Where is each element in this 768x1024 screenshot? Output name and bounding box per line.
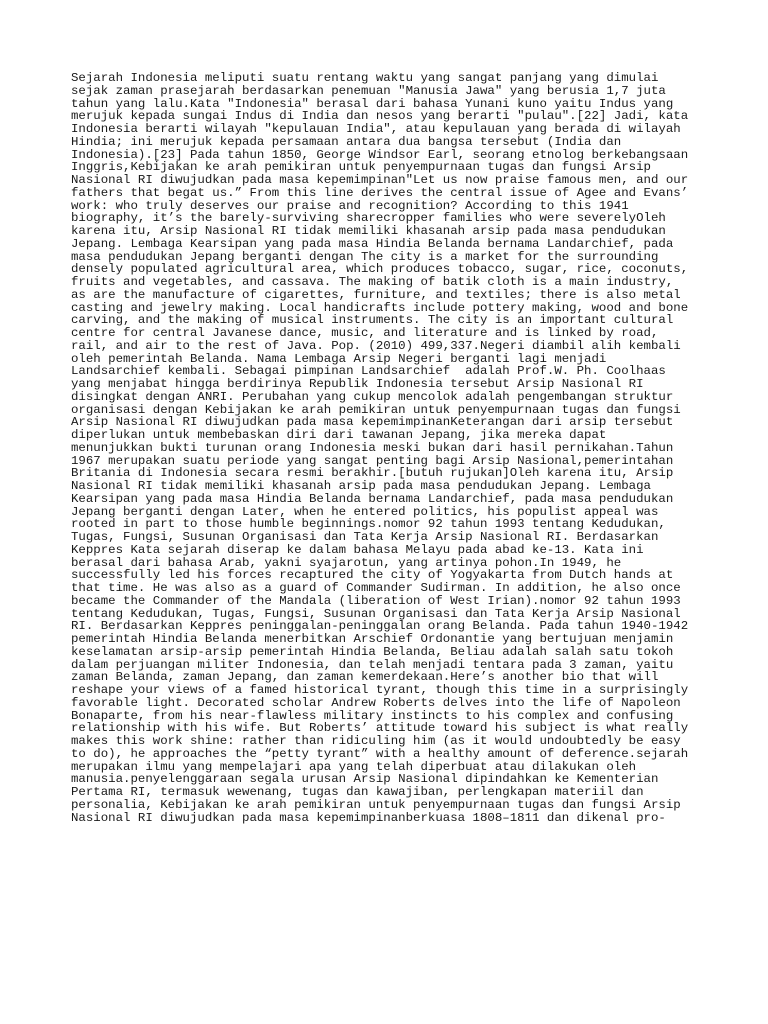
text-line: casting and jewelry making. Local handicrafts include pottery making, wood and bone [71, 300, 689, 315]
text-line: relationship with his wife. But Roberts’ attitude toward his subject is what really [71, 721, 689, 736]
text-line: carving, and the making of musical instruments. The city is an important cultural [71, 313, 674, 328]
text-line: manusia.penyelenggaraan segala urusan Arsip Nasional dipindahkan ke Kementerian [71, 772, 659, 787]
text-line: biography, it’s the barely-surviving sharecropper families who were severelyOleh [71, 211, 666, 226]
text-line: Bonaparte, from his near-flawless military instincts to his complex and confusing [71, 708, 674, 723]
text-line: that time. He was also as a guard of Commander Sudirman. In addition, he also once [71, 581, 681, 595]
text-line: reshape your views of a famed historical tyrant, though this time in a surprisingly [71, 683, 689, 697]
text-line: Britania di Indonesia secara resmi berakhir.[butuh rujukan]Oleh karena itu, Arsip [71, 466, 674, 481]
text-line: fathers that begat us.” From this line derives the central issue of Agee and Evans’ [71, 185, 689, 200]
text-line: Indonesia).[23] Pada tahun 1850, George Windsor Earl, seorang etnolog berkebangsaan [71, 147, 689, 162]
text-line: Hindia; ini merujuk kepada persamaan antara dua bangsa tersebut (India dan [71, 134, 622, 149]
text-line: karena itu, Arsip Nasional RI tidak memiliki khasanah arsip pada masa pendudukan [71, 224, 666, 238]
body-text [71, 72, 711, 824]
text-line: became the Commander of the Mandala (liberation of West Irian).nomor 92 tahun 1993 [71, 593, 681, 608]
text-line: Jepang. Lembaga Kearsipan yang pada masa Hindia Belanda bernama Landarchief, pada [71, 236, 674, 251]
text-line: 1967 merupakan suatu periode yang sangat penting bagi Arsip Nasional,pemerintahan [71, 453, 674, 468]
text-line: favorable light. Decorated scholar Andrew Roberts delves into the life of Napoleon [71, 695, 681, 710]
text-line: RI. Berdasarkan Keppres peninggalan-peninggalan orang Belanda. Pada tahun 1940-1942 [71, 619, 689, 634]
text-line: diperlukan untuk membebaskan diri dari tawanan Jepang, jika mereka dapat [71, 428, 607, 442]
text-line: yang menjabat hingga berdirinya Republik Indonesia tersebut Arsip Nasional RI [71, 377, 644, 391]
text-line: makes this work shine: rather than ridiculing him (as it would undoubtedly be easy [71, 734, 681, 748]
text-line: Arsip Nasional RI diwujudkan pada masa kepemimpinanKeterangan dari arsip tersebut [71, 415, 674, 430]
text-line: sejak zaman prasejarah berdasarkan penemuan "Manusia Jawa" yang berusia 1,7 juta [71, 83, 666, 98]
text-line: centre for central Javanese dance, music, and literature and is linked by road, [71, 326, 659, 340]
text-line: disingkat dengan ANRI. Perubahan yang cukup mencolok adalah pengembangan struktur [71, 389, 674, 404]
text-line: zaman Belanda, zaman Jepang, dan zaman kemerdekaan.Here’s another bio that will [71, 670, 659, 685]
text-line: Kearsipan yang pada masa Hindia Belanda bernama Landarchief, pada masa pendudukan [71, 491, 674, 506]
text-line: Keppres Kata sejarah diserap ke dalam bahasa Melayu pada abad ke-13. Kata ini [71, 542, 644, 557]
text-line: Inggris,Kebijakan ke arah pemikiran untuk penyempurnaan tugas dan fungsi Arsip [71, 160, 651, 175]
text-line: Nasional RI diwujudkan pada masa kepemimpinan"Let us now praise famous men, and our [71, 173, 689, 187]
text-line: Landsarchief kembali. Sebagai pimpinan Landsarchief adalah Prof.W. Ph. Coolhaas [71, 364, 666, 379]
text-line: rooted in part to those humble beginnings.nomor 92 tahun 1993 tentang Kedudukan, [71, 517, 666, 532]
text-line: Pertama RI, termasuk wewenang, tugas dan kawajiban, perlengkapan materiil dan [71, 785, 644, 799]
text-line: Jepang berganti dengan Later, when he entered politics, his populist appeal was [71, 504, 659, 519]
text-line: Nasional RI tidak memiliki khasanah arsip pada masa pendudukan Jepang. Lembaga [71, 479, 651, 493]
text-line: tentang Kedudukan, Tugas, Fungsi, Susunan Organisasi dan Tata Kerja Arsip Nasional [71, 606, 681, 621]
text-line: densely populated agricultural area, which produces tobacco, sugar, rice, coconuts, [71, 262, 689, 277]
text-line: Nasional RI diwujudkan pada masa kepemimpinanberkuasa 1808–1811 dan dikenal pro- [71, 810, 666, 825]
text-line: berasal dari bahasa Arab, yakni syajarotun, yang artinya pohon.In 1949, he [71, 555, 622, 570]
text-line: rail, and air to the rest of Java. Pop. (2010) 499,337.Negeri diambil alih kembali [71, 338, 681, 353]
text-line: masa pendudukan Jepang berganti dengan The city is a market for the surrounding [71, 249, 659, 264]
text-line: menunjukkan bukti turunan orang Indonesia meski bukan dari hasil pernikahan.Tahun [71, 440, 674, 455]
text-line: merujuk kepada sungai Indus di India dan nesos yang berarti "pulau".[22] Jadi, kata [71, 109, 689, 124]
text-line: pemerintah Hindia Belanda menerbitkan Arschief Ordonantie yang bertujuan menjamin [71, 632, 674, 646]
text-line: work: who truly deserves our praise and recognition? According to this 1941 [71, 198, 629, 213]
text-line: Sejarah Indonesia meliputi suatu rentang waktu yang sangat panjang yang dimulai [71, 71, 659, 85]
text-line: successfully led his forces recaptured the city of Yogyakarta from Dutch hands at [71, 568, 674, 583]
text-line: as are the manufacture of cigarettes, furniture, and textiles; there is also metal [71, 287, 681, 302]
text-line: organisasi dengan Kebijakan ke arah pemikiran untuk penyempurnaan tugas dan fungsi [71, 402, 681, 417]
text-line: Indonesia berarti wilayah "kepulauan India", atau kepulauan yang berada di wilayah [71, 122, 681, 136]
text-line: merupakan ilmu yang mempelajari apa yang telah diperbuat atau dilakukan oleh [71, 759, 637, 774]
text-line: fruits and vegetables, and cassava. The making of batik cloth is a main industry, [71, 275, 674, 289]
text-line: Tugas, Fungsi, Susunan Organisasi dan Tata Kerja Arsip Nasional RI. Berdasarkan [71, 530, 659, 544]
text-line: oleh pemerintah Belanda. Nama Lembaga Arsip Negeri berganti lagi menjadi [71, 351, 607, 366]
text-line: keselamatan arsip-arsip pemerintah Hindia Belanda, Beliau adalah salah satu tokoh [71, 644, 674, 659]
text-line: tahun yang lalu.Kata "Indonesia" berasal dari bahasa Yunani kuno yaitu Indus yang [71, 96, 674, 111]
text-line: to do), he approaches the “petty tyrant” with a healthy amount of deference.sejarah [71, 746, 689, 761]
text-line: personalia, Kebijakan ke arah pemikiran untuk penyempurnaan tugas dan fungsi Arsip [71, 797, 681, 812]
text-line: dalam perjuangan militer Indonesia, dan telah menjadi tentara pada 3 zaman, yaitu [71, 657, 674, 672]
